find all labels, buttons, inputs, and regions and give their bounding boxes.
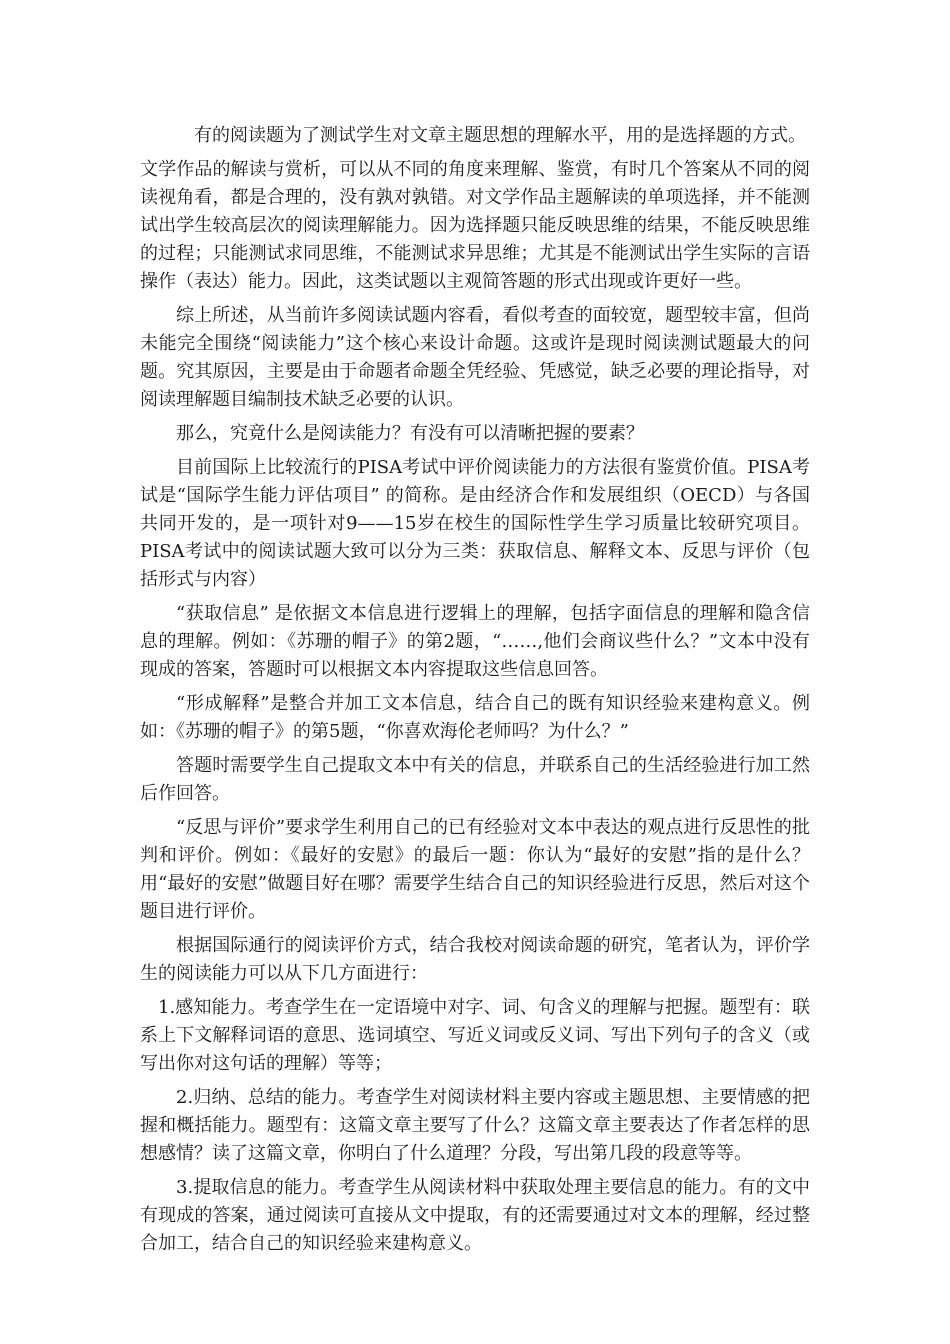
paragraph-4: 那么，究竟什么是阅读能力？有没有可以清晰把握的要素？	[176, 423, 644, 444]
paragraph-6: “获取信息” 是依据文本信息进行逻辑上的理解，包括字面信息的理解和隐含信息的理解。例如：《苏珊的帽子》的第2题，“……,他们会商议些什么？”文本中没有现成的答案，答题时可以根据文本内容提取这些信息回答。	[140, 603, 810, 680]
document-body	[140, 122, 810, 1264]
list-item-3: 3.提取信息的能力。考查学生从阅读材料中获取处理主要信息的能力。有的文中有现成的答案，通过阅读可直接从文中提取，有的还需要通过对文本的理解，经过整合加工，结合自己的知识经验来建构意义。	[140, 1177, 810, 1254]
paragraph-7: “形成解释”是整合并加工文本信息，结合自己的既有知识经验来建构意义。例如：《苏珊的帽子》的第5题，“你喜欢海伦老师吗？为什么？”	[140, 693, 810, 742]
list-item-2: 2.归纳、总结的能力。考查学生对阅读材料主要内容或主题思想、主要情感的把握和概括能力。题型有：这篇文章主要写了什么？这篇文章主要表达了作者怎样的思想感情？读了这篇文章，你明白了什么道理？分段，写出第几段的段意等等。	[140, 1087, 810, 1164]
paragraph-10: 根据国际通行的阅读评价方式，结合我校对阅读命题的研究，笔者认为，评价学生的阅读能力可以从下几方面进行：	[140, 935, 810, 984]
paragraph-8: 答题时需要学生自己提取文本中有关的信息，并联系自己的生活经验进行加工然后作回答。	[140, 755, 810, 804]
paragraph-9: “反思与评价”要求学生利用自己的已有经验对文本中表达的观点进行反思性的批判和评价。例如：《最好的安慰》的最后一题：你认为“最好的安慰”指的是什么？用“最好的安慰”做题目好在哪？需要学生结合自己的知识经验进行反思，然后对这个题目进行评价。	[140, 817, 810, 922]
list-item-1: 1.感知能力。考查学生在一定语境中对字、词、句含义的理解与把握。题型有：联系上下文解释词语的意思、选词填空、写近义词或反义词、写出下列句子的含义（或写出你对这句话的理解）等等；	[140, 997, 810, 1074]
paragraph-1: 有的阅读题为了测试学生对文章主题思想的理解水平，用的是选择题的方式。	[194, 125, 806, 146]
paragraph-3: 综上所述，从当前许多阅读试题内容看，看似考查的面较宽，题型较丰富，但尚未能完全围绕“阅读能力”这个核心来设计命题。这或许是现时阅读测试题最大的问题。究其原因，主要是由于命题者命题全凭经验、凭感觉，缺乏必要的理论指导，对阅读理解题目编制技术缺乏必要的认识。	[140, 305, 810, 410]
paragraph-2: 文学作品的解读与赏析，可以从不同的角度来理解、鉴赏，有时几个答案从不同的阅读视角看，都是合理的，没有孰对孰错。对文学作品主题解读的单项选择，并不能测试出学生较高层次的阅读理解能力。因为选择题只能反映思维的结果，不能反映思维的过程；只能测试求同思维，不能测试求异思维；尤其是不能测试出学生实际的言语操作（表达）能力。因此，这类试题以主观简答题的形式出现或许更好一些。	[140, 159, 810, 292]
paragraph-5: 目前国际上比较流行的PISA考试中评价阅读能力的方法很有鉴赏价值。PISA考试是“国际学生能力评估项目” 的简称。是由经济合作和发展组织（OECD）与各国共同开发的，是一项针对9——15岁在校生的国际性学生学习质量比较研究项目。PISA考试中的阅读试题大致可以分为三类：获取信息、解释文本、反思与评价（包括形式与内容）	[140, 457, 810, 590]
